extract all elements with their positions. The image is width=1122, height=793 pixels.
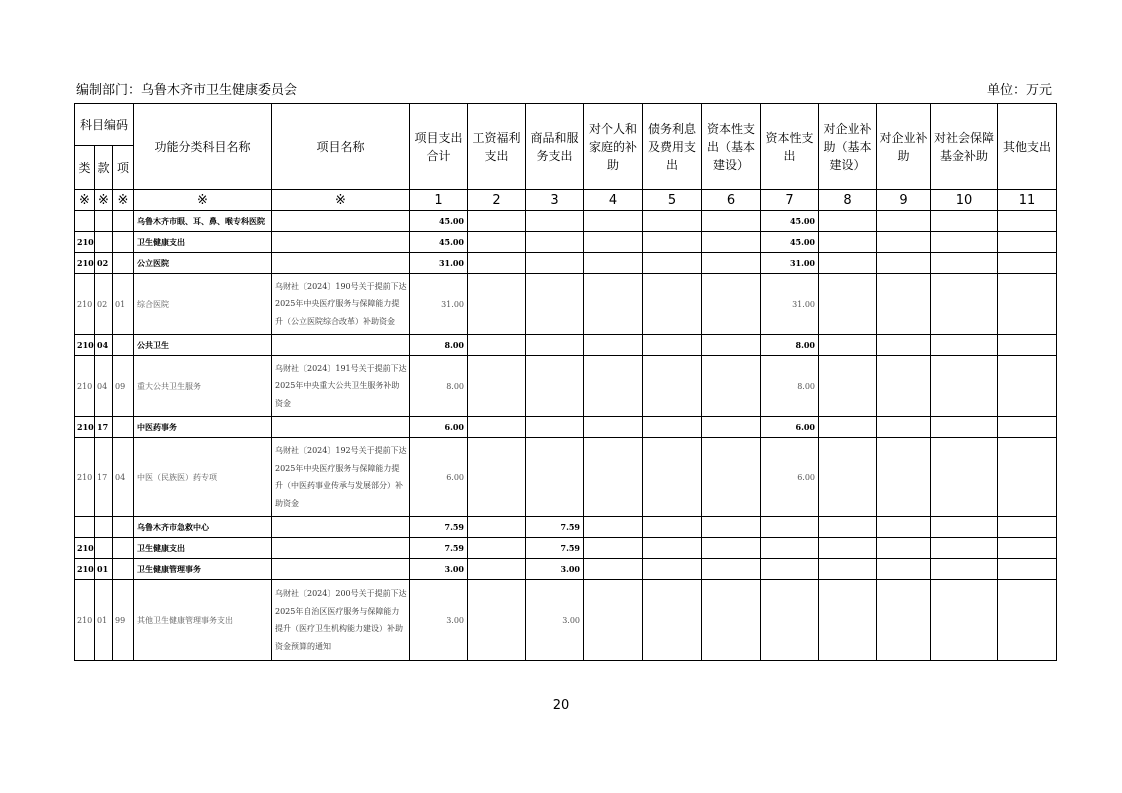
- total-cell: 8.00: [410, 356, 468, 417]
- unit-label: 单位：万元: [986, 83, 1052, 98]
- goods-services-cell: [526, 274, 584, 335]
- page-number: 20: [552, 698, 570, 713]
- goods-services-cell: 7.59: [526, 538, 584, 559]
- func-name-cell: 中医药事务: [134, 417, 272, 438]
- col-number: 11: [998, 190, 1057, 211]
- kuan-cell: 02: [95, 274, 113, 335]
- goods-services-cell: [526, 232, 584, 253]
- lei-cell: 210: [75, 580, 95, 661]
- xiang-cell: [113, 417, 134, 438]
- capital-cell: 8.00: [761, 335, 819, 356]
- total-cell: 8.00: [410, 335, 468, 356]
- col-number: 8: [819, 190, 877, 211]
- project-name-cell: 乌财社〔2024〕190号关于提前下达2025年中央医疗服务与保障能力提升（公立医院综合改革）补助资金: [272, 274, 410, 335]
- func-name-cell: 乌鲁木齐市眼、耳、鼻、喉专科医院: [134, 211, 272, 232]
- xiang-cell: 04: [113, 438, 134, 517]
- total-cell: 7.59: [410, 538, 468, 559]
- total-cell: 31.00: [410, 253, 468, 274]
- col-header-8: 对企业补助（基本建设）: [819, 104, 877, 190]
- total-cell: 31.00: [410, 274, 468, 335]
- lei-cell: 210: [75, 335, 95, 356]
- kuan-cell: 04: [95, 335, 113, 356]
- lei-cell: 210: [75, 274, 95, 335]
- project-name-cell: [272, 253, 410, 274]
- kuan-cell: 02: [95, 253, 113, 274]
- capital-cell: 6.00: [761, 438, 819, 517]
- capital-cell: [761, 559, 819, 580]
- kuan-cell: [95, 538, 113, 559]
- project-name-cell: [272, 417, 410, 438]
- table-row: [75, 438, 1057, 517]
- capital-cell: 45.00: [761, 232, 819, 253]
- kuan-cell: 04: [95, 356, 113, 417]
- kuan-header: 款: [95, 146, 113, 190]
- goods-services-cell: [526, 253, 584, 274]
- capital-cell: 45.00: [761, 211, 819, 232]
- table-row: [75, 580, 1057, 661]
- project-name-header: 项目名称: [272, 104, 410, 190]
- xiang-cell: 01: [113, 274, 134, 335]
- kuan-cell: [95, 232, 113, 253]
- lei-cell: 210: [75, 538, 95, 559]
- table-row: [75, 335, 1057, 356]
- table-row: [75, 211, 1057, 232]
- total-cell: 6.00: [410, 438, 468, 517]
- xiang-cell: [113, 517, 134, 538]
- department-label: 编制部门：乌鲁木齐市卫生健康委员会: [76, 83, 298, 98]
- col-number: ※: [95, 190, 113, 211]
- table-row: [75, 232, 1057, 253]
- goods-services-cell: [526, 335, 584, 356]
- col-number: ※: [75, 190, 95, 211]
- col-number: 4: [584, 190, 643, 211]
- kuan-cell: [95, 517, 113, 538]
- col-number: ※: [272, 190, 410, 211]
- total-cell: 3.00: [410, 559, 468, 580]
- capital-cell: [761, 538, 819, 559]
- capital-cell: 31.00: [761, 274, 819, 335]
- project-name-cell: 乌财社〔2024〕200号关于提前下达2025年自治区医疗服务与保障能力提升（医疗卫生机构能力建设）补助资金预算的通知: [272, 580, 410, 661]
- capital-cell: 8.00: [761, 356, 819, 417]
- func-name-cell: 卫生健康支出: [134, 538, 272, 559]
- total-cell: 6.00: [410, 417, 468, 438]
- kuan-cell: 01: [95, 580, 113, 661]
- xiang-cell: [113, 211, 134, 232]
- xiang-cell: [113, 559, 134, 580]
- budget-table: [74, 103, 1057, 661]
- col-header-2: 工资福利支出: [468, 104, 526, 190]
- project-name-cell: [272, 559, 410, 580]
- kuan-cell: [95, 211, 113, 232]
- total-cell: 45.00: [410, 211, 468, 232]
- xiang-header: 项: [113, 146, 134, 190]
- capital-cell: 6.00: [761, 417, 819, 438]
- col-header-5: 债务利息及费用支出: [643, 104, 702, 190]
- col-number: 6: [702, 190, 761, 211]
- col-number: 10: [931, 190, 998, 211]
- goods-services-cell: [526, 417, 584, 438]
- xiang-cell: [113, 538, 134, 559]
- xiang-cell: [113, 335, 134, 356]
- table-row: [75, 253, 1057, 274]
- func-name-cell: 卫生健康支出: [134, 232, 272, 253]
- table-row: [75, 356, 1057, 417]
- col-header-4: 对个人和家庭的补助: [584, 104, 643, 190]
- col-header-6: 资本性支出（基本建设）: [702, 104, 761, 190]
- project-name-cell: 乌财社〔2024〕192号关于提前下达2025年中央医疗服务与保障能力提升（中医药事业传承与发展部分）补助资金: [272, 438, 410, 517]
- goods-services-cell: 3.00: [526, 559, 584, 580]
- col-number: ※: [134, 190, 272, 211]
- lei-cell: 210: [75, 417, 95, 438]
- capital-cell: [761, 580, 819, 661]
- col-number: 2: [468, 190, 526, 211]
- col-header-3: 商品和服务支出: [526, 104, 584, 190]
- lei-cell: 210: [75, 356, 95, 417]
- kuan-cell: 17: [95, 438, 113, 517]
- col-header-1: 项目支出合计: [410, 104, 468, 190]
- func-name-cell: 中医（民族医）药专项: [134, 438, 272, 517]
- func-name-cell: 重大公共卫生服务: [134, 356, 272, 417]
- table-row: [75, 417, 1057, 438]
- subject-code-header: 科目编码: [75, 104, 134, 146]
- lei-cell: 210: [75, 438, 95, 517]
- col-header-7: 资本性支出: [761, 104, 819, 190]
- total-cell: 7.59: [410, 517, 468, 538]
- kuan-cell: 17: [95, 417, 113, 438]
- lei-cell: [75, 211, 95, 232]
- project-name-cell: [272, 335, 410, 356]
- func-name-cell: 卫生健康管理事务: [134, 559, 272, 580]
- goods-services-cell: [526, 356, 584, 417]
- table-row: [75, 274, 1057, 335]
- col-header-9: 对企业补助: [877, 104, 931, 190]
- lei-cell: 210: [75, 559, 95, 580]
- table-row: [75, 517, 1057, 538]
- project-name-cell: [272, 538, 410, 559]
- col-number: 9: [877, 190, 931, 211]
- total-cell: 45.00: [410, 232, 468, 253]
- col-header-11: 其他支出: [998, 104, 1057, 190]
- xiang-cell: 09: [113, 356, 134, 417]
- goods-services-cell: 3.00: [526, 580, 584, 661]
- goods-services-cell: [526, 211, 584, 232]
- lei-header: 类: [75, 146, 95, 190]
- total-cell: 3.00: [410, 580, 468, 661]
- xiang-cell: [113, 232, 134, 253]
- col-number: 5: [643, 190, 702, 211]
- col-number: 1: [410, 190, 468, 211]
- func-name-cell: 其他卫生健康管理事务支出: [134, 580, 272, 661]
- func-name-header: 功能分类科目名称: [134, 104, 272, 190]
- col-number: ※: [113, 190, 134, 211]
- lei-cell: 210: [75, 253, 95, 274]
- func-name-cell: 乌鲁木齐市急救中心: [134, 517, 272, 538]
- project-name-cell: [272, 211, 410, 232]
- project-name-cell: 乌财社〔2024〕191号关于提前下达2025年中央重大公共卫生服务补助资金: [272, 356, 410, 417]
- table-row: [75, 538, 1057, 559]
- goods-services-cell: 7.59: [526, 517, 584, 538]
- project-name-cell: [272, 232, 410, 253]
- func-name-cell: 公立医院: [134, 253, 272, 274]
- kuan-cell: 01: [95, 559, 113, 580]
- func-name-cell: 综合医院: [134, 274, 272, 335]
- goods-services-cell: [526, 438, 584, 517]
- col-header-10: 对社会保障基金补助: [931, 104, 998, 190]
- col-number: 3: [526, 190, 584, 211]
- lei-cell: 210: [75, 232, 95, 253]
- xiang-cell: [113, 253, 134, 274]
- project-name-cell: [272, 517, 410, 538]
- lei-cell: [75, 517, 95, 538]
- capital-cell: 31.00: [761, 253, 819, 274]
- func-name-cell: 公共卫生: [134, 335, 272, 356]
- xiang-cell: 99: [113, 580, 134, 661]
- capital-cell: [761, 517, 819, 538]
- table-row: [75, 559, 1057, 580]
- col-number: 7: [761, 190, 819, 211]
